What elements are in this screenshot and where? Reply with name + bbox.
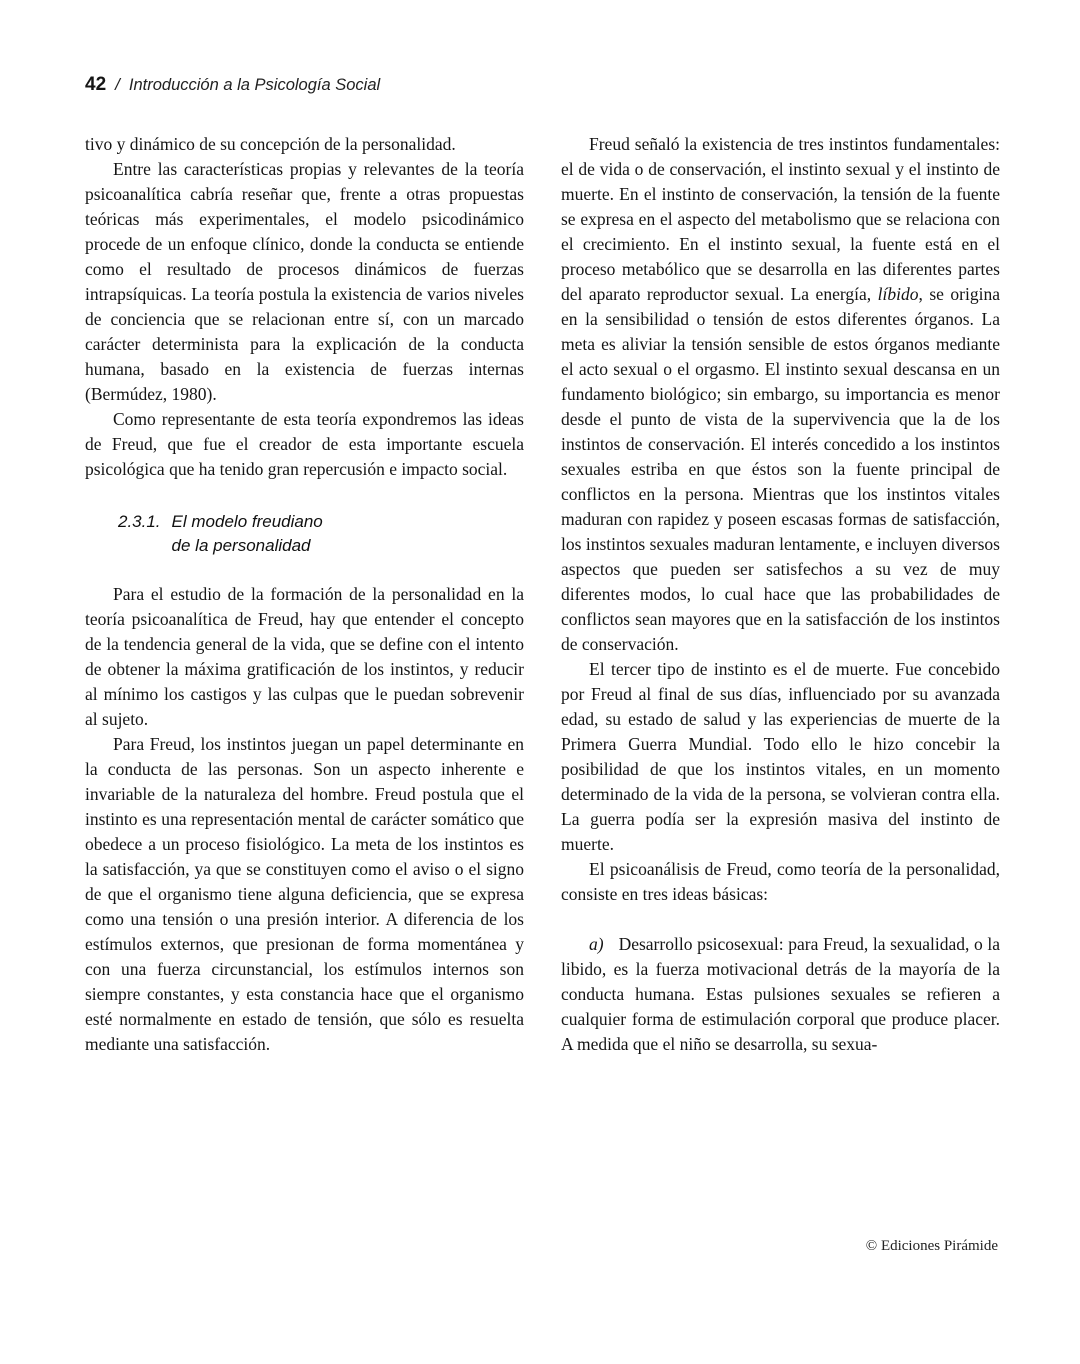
section-title-line2: de la personalidad (171, 536, 311, 555)
right-column (561, 132, 1000, 1057)
section-heading (118, 510, 524, 558)
header-separator: / (115, 75, 120, 94)
page-number: 42 (85, 74, 107, 95)
section-title-line1: El modelo freudiano (171, 512, 323, 531)
paragraph-continuation: tivo y dinámico de su concepción de la personalidad. (85, 134, 456, 154)
running-title: Introducción a la Psicología Social (128, 76, 381, 94)
paragraph: El psicoanálisis de Freud, como teoría de la personalidad, consiste en tres ideas básicas: (561, 859, 1000, 904)
left-column (85, 132, 524, 1057)
copyright-notice: © Ediciones Pirámide (865, 1238, 998, 1254)
paragraph-text: , se origina en la sensibilidad o tensión de estos diferentes órganos. La meta es aliviar la tensión sensible de estos órganos mediante el acto sexual o el orgasmo. El instinto sexual descansa en un fundamento biológico; sin embargo, su importancia es menor desde el punto de vista de la supervivencia que la de los instintos de conservación. El interés concedido a los instintos sexuales estriba en que éstos son la fuente principal de conflictos en la persona. Mientras que los instintos vitales maduran con rapidez y poseen escasas formas de satisfacción, los instintos sexuales maduran lentamente, e incluyen diversos aspectos que pueden ser satisfechos a su vez de muy diferentes modos, lo cual hace que las probabilidades de conflictos sean mayores que en la satisfacción de los instintos de conservación. (561, 284, 1000, 654)
paragraph: El tercer tipo de instinto es el de muerte. Fue concebido por Freud al final de sus días, influenciado por su avanzada edad, su estado de salud y las experiencias de muerte de la Primera Guerra Mundial. Todo ello le hizo concebir la posibilidad de que los instintos vitales, en un momento determinado de la vida de la persona, se volvieran contra ella. La guerra podía ser la expresión masiva del instinto de muerte. (561, 659, 1000, 854)
paragraph: Para Freud, los instintos juegan un papel determinante en la conducta de las personas. Son un aspecto inherente e invariable de la naturaleza del hombre. Freud postula que el instinto es una representación mental de carácter somático que obedece a un proceso fisiológico. La meta de los instintos es la satisfacción, ya que se constituyen como el aviso o el signo de que el organismo tiene alguna deficiencia, que se expresa como una tensión o una presión interior. A diferencia de los estímulos externos, que presionan de forma momentánea y con una fuerza circunstancial, los estímulos internos son siempre constantes, y esta constancia hace que el organismo esté normalmente en estado de tensión, que sólo es resuelta mediante una satisfacción. (85, 734, 524, 1054)
paragraph: Para el estudio de la formación de la personalidad en la teoría psicoanalítica de Freud, hay que entender el concepto de la tendencia general de la vida, que se define con el intento de obtener la máxima gratificación de los instintos, y reducir al mínimo los castigos y las culpas que le puedan sobrevenir al sujeto. (85, 584, 524, 729)
paragraph-list-item-a (561, 932, 1000, 1057)
paragraph: Entre las características propias y relevantes de la teoría psicoanalítica cabría reseñar que, frente a otras propuestas teóricas más experimentales, el modelo psicodinámico procede de un enfoque clínico, donde la conducta se entiende como el resultado de procesos dinámicos de fuerzas intrapsíquicas. La teoría postula la existencia de varios niveles de conciencia que se relacionan entre sí, con un marcado carácter determinista para la explicación de la conducta humana, basado en la existencia de fuerzas internas (Bermúdez, 1980). (85, 159, 524, 404)
paragraph: Como representante de esta teoría expondremos las ideas de Freud, que fue el creador de esta importante escuela psicológica que ha tenido gran repercusión e impacto social. (85, 409, 524, 479)
section-title (172, 510, 323, 558)
paragraph (561, 132, 1000, 657)
text-columns (85, 132, 1000, 1057)
paragraph-text: Desarrollo psicosexual: para Freud, la sexualidad, o la libido, es la fuerza motivacional detrás de la mayoría de la conducta humana. Estas pulsiones sexuales se refieren a cualquier forma de estimulación corporal que produce placer. A medida que el niño se desarrolla, su sexua- (561, 934, 1000, 1054)
paragraph-text: Freud señaló la existencia de tres instintos fundamentales: el de vida o de conservación, el instinto sexual y el instinto de muerte. En el instinto de conservación, la tensión de la fuente se expresa en el aspecto del metabolismo que se relaciona con el crecimiento. En el instinto sexual, la fuente está en el proceso metabólico que se desarrolla en las diferentes partes del aparato reproductor sexual. La energía, (561, 134, 1000, 304)
italic-term-libido: líbido (877, 284, 919, 304)
page-header (85, 74, 1000, 96)
section-number: 2.3.1. (118, 512, 161, 531)
list-marker-a: a) (589, 934, 604, 954)
